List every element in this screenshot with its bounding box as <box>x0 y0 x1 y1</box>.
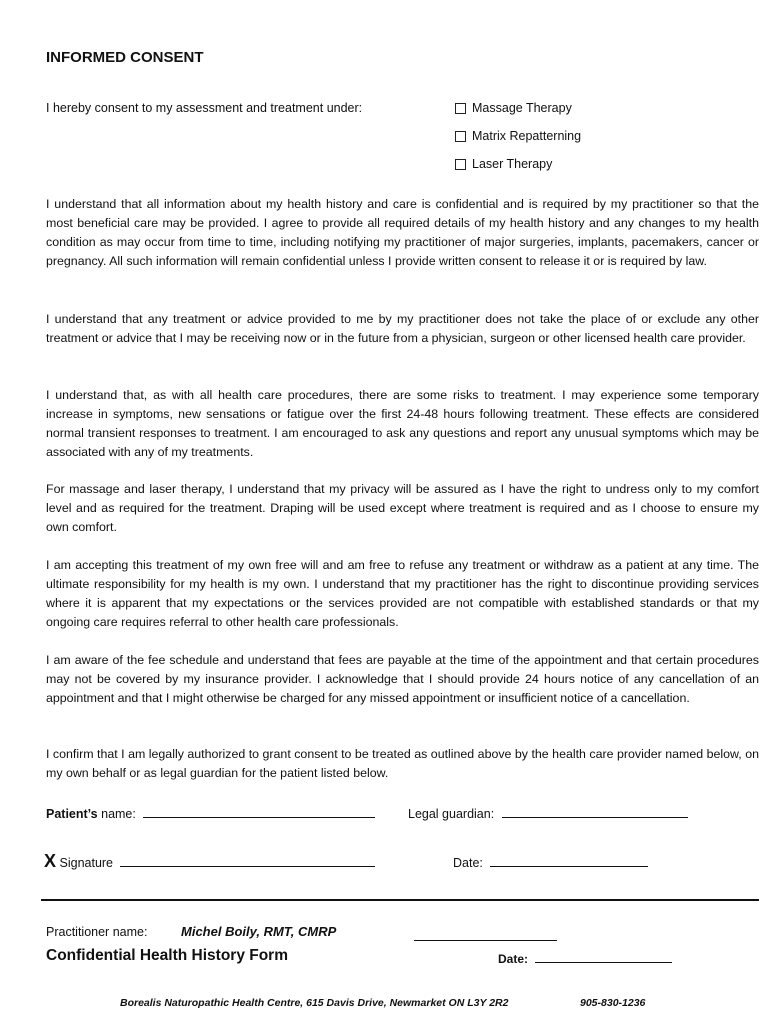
signature-x-mark: X <box>44 851 57 871</box>
confidentiality-paragraph: I understand that all information about my health history and care is confidential and is required by my practitioner so that the most beneficial care may be provided. I agree to provide all required details of my health history and any changes to my health condition as may occur from time to time, including notifying my practitioner of major surgeries, implants, pacemakers, cancer or pregnancy. All such information will remain confidential unless I provide written consent to release it or is required by law. <box>46 197 759 268</box>
date-label: Date: <box>453 856 483 870</box>
date-field[interactable] <box>490 854 648 867</box>
privacy-paragraph: For massage and laser therapy, I understand that my privacy will be assured as I have the right to undress only to my comfort level and as required for the treatment. Draping will be used except where treatment is required and as I choose to ensure my own comfort. <box>46 482 759 534</box>
practitioner-signature-field[interactable] <box>414 927 557 941</box>
authorization-paragraph: I confirm that I am legally authorized to grant consent to be treated as outlined above by the health care provider named below, on my own behalf or as legal guardian for the patient listed below. <box>46 747 759 780</box>
risks-paragraph: I understand that, as with all health care procedures, there are some risks to treatment. I may experience some temporary increase in symptoms, new sensations or fatigue over the first 24-48 hours following treatment. These effects are considered normal transient responses to treatment. I am encouraged to ask any questions and report any unusual symptoms which may be associated with any of my treatments. <box>46 388 759 459</box>
footer-phone: 905-830-1236 <box>580 997 646 1009</box>
page-title: INFORMED CONSENT <box>46 49 204 66</box>
health-history-date-row <box>498 951 672 966</box>
patient-label: name: <box>97 807 136 821</box>
health-history-date-label: Date: <box>498 952 529 966</box>
date-row <box>453 854 648 870</box>
health-history-date-field[interactable] <box>535 951 672 963</box>
matrix-repatterning-option[interactable] <box>455 129 581 143</box>
laser-therapy-label: Laser Therapy <box>472 157 553 171</box>
fee-schedule-paragraph: I am aware of the fee schedule and understand that fees are payable at the time of the appointment and that certain procedures may not be covered by my insurance provider. I acknowledge that I should provide 24 hours notice of any cancellation of an appointment and that I might otherwise be charged for any missed appointment or insufficient notice of a cancellation. <box>46 653 759 705</box>
legal-guardian-label: Legal guardian: <box>408 807 495 821</box>
laser-therapy-checkbox[interactable] <box>455 159 466 170</box>
massage-therapy-checkbox[interactable] <box>455 103 466 114</box>
footer-address: Borealis Naturopathic Health Centre, 615 Davis Drive, Newmarket ON L3Y 2R2 <box>120 997 509 1009</box>
section-divider <box>41 899 759 901</box>
patient-name-row <box>46 805 375 821</box>
other-treatment-paragraph: I understand that any treatment or advice provided to me by my practitioner does not take the place of or exclude any other treatment or advice that I may be receiving now or in the future from a physician, surgeon or other licensed health care provider. <box>46 312 759 345</box>
matrix-repatterning-checkbox[interactable] <box>455 131 466 142</box>
practitioner-name: Michel Boily, RMT, CMRP <box>181 924 337 939</box>
signature-label: Signature <box>59 856 114 870</box>
health-history-form-title: Confidential Health History Form <box>46 947 288 964</box>
matrix-repatterning-label: Matrix Repatterning <box>472 129 582 143</box>
legal-guardian-row <box>408 805 688 821</box>
free-will-paragraph: I am accepting this treatment of my own free will and am free to refuse any treatment or withdraw as a patient at any time. The ultimate responsibility for my health is my own. I understand that my practitioner has the right to discontinue providing services where it is apparent that my expectations or the services provided are not compatible with established standards or that my ongoing care requires referral to other health care professionals. <box>46 558 759 629</box>
legal-guardian-field[interactable] <box>502 805 688 818</box>
signature-field[interactable] <box>120 854 375 867</box>
massage-therapy-label: Massage Therapy <box>472 101 572 115</box>
consent-lead-text: I hereby consent to my assessment and treatment under: <box>46 101 363 115</box>
laser-therapy-option[interactable] <box>455 157 552 171</box>
patient-label-bold: Patient’s <box>46 807 98 821</box>
practitioner-label: Practitioner name: <box>46 925 148 939</box>
massage-therapy-option[interactable] <box>455 101 572 115</box>
patient-name-field[interactable] <box>143 805 375 818</box>
signature-row <box>44 851 375 872</box>
